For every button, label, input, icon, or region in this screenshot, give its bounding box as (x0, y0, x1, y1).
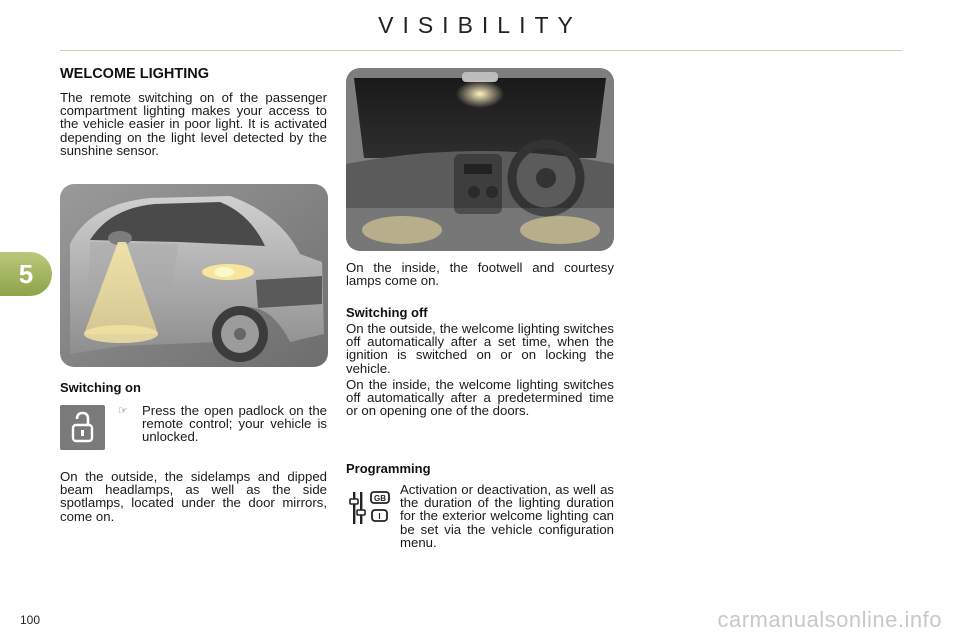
header-divider (60, 50, 902, 51)
section-title: WELCOME LIGHTING (60, 66, 210, 82)
watermark: carmanualsonline.info (717, 607, 942, 632)
config-badge-bottom: I (378, 512, 381, 521)
switching-on-heading: Switching on (60, 380, 141, 395)
car-exterior-illustration (60, 184, 328, 367)
chapter-tab: 5 (0, 252, 52, 296)
switching-on-outside: On the outside, the sidelamps and dipped beam headlamps, as well as the side spotlamps, located under the door mirrors, come on. (60, 469, 327, 524)
page-title: VISIBILITY (378, 12, 582, 38)
configuration-menu-icon (348, 488, 392, 528)
switching-on-instruction: Press the open padlock on the remote control; your vehicle is unlocked. (142, 403, 327, 445)
inside-note: On the inside, the footwell and courtesy lamps come on. (346, 260, 614, 289)
intro-paragraph: The remote switching on of the passenger compartment lighting makes your access to the vehicle easier in poor light. It is activated depending on the light level detected by the sunshine sensor. (60, 90, 327, 158)
pointing-hand-icon: ☞ (118, 405, 128, 417)
open-padlock-icon (60, 405, 105, 450)
config-badge-top: GB (374, 494, 386, 503)
car-interior-illustration (346, 68, 614, 251)
switching-off-heading: Switching off (346, 305, 428, 320)
page-number: 100 (20, 613, 41, 627)
switching-off-outside: On the outside, the welcome lighting switches off automatically after a set time, when the ignition is switched on or on locking the vehicle. (346, 321, 614, 376)
programming-text: Activation or deactivation, as well as the duration of the lighting duration for the exterior welcome lighting can be set via the vehicle configuration menu. (400, 482, 614, 550)
programming-heading: Programming (346, 461, 431, 476)
switching-off-inside: On the inside, the welcome lighting switches off automatically after a predetermined time or on opening one of the doors. (346, 377, 614, 419)
